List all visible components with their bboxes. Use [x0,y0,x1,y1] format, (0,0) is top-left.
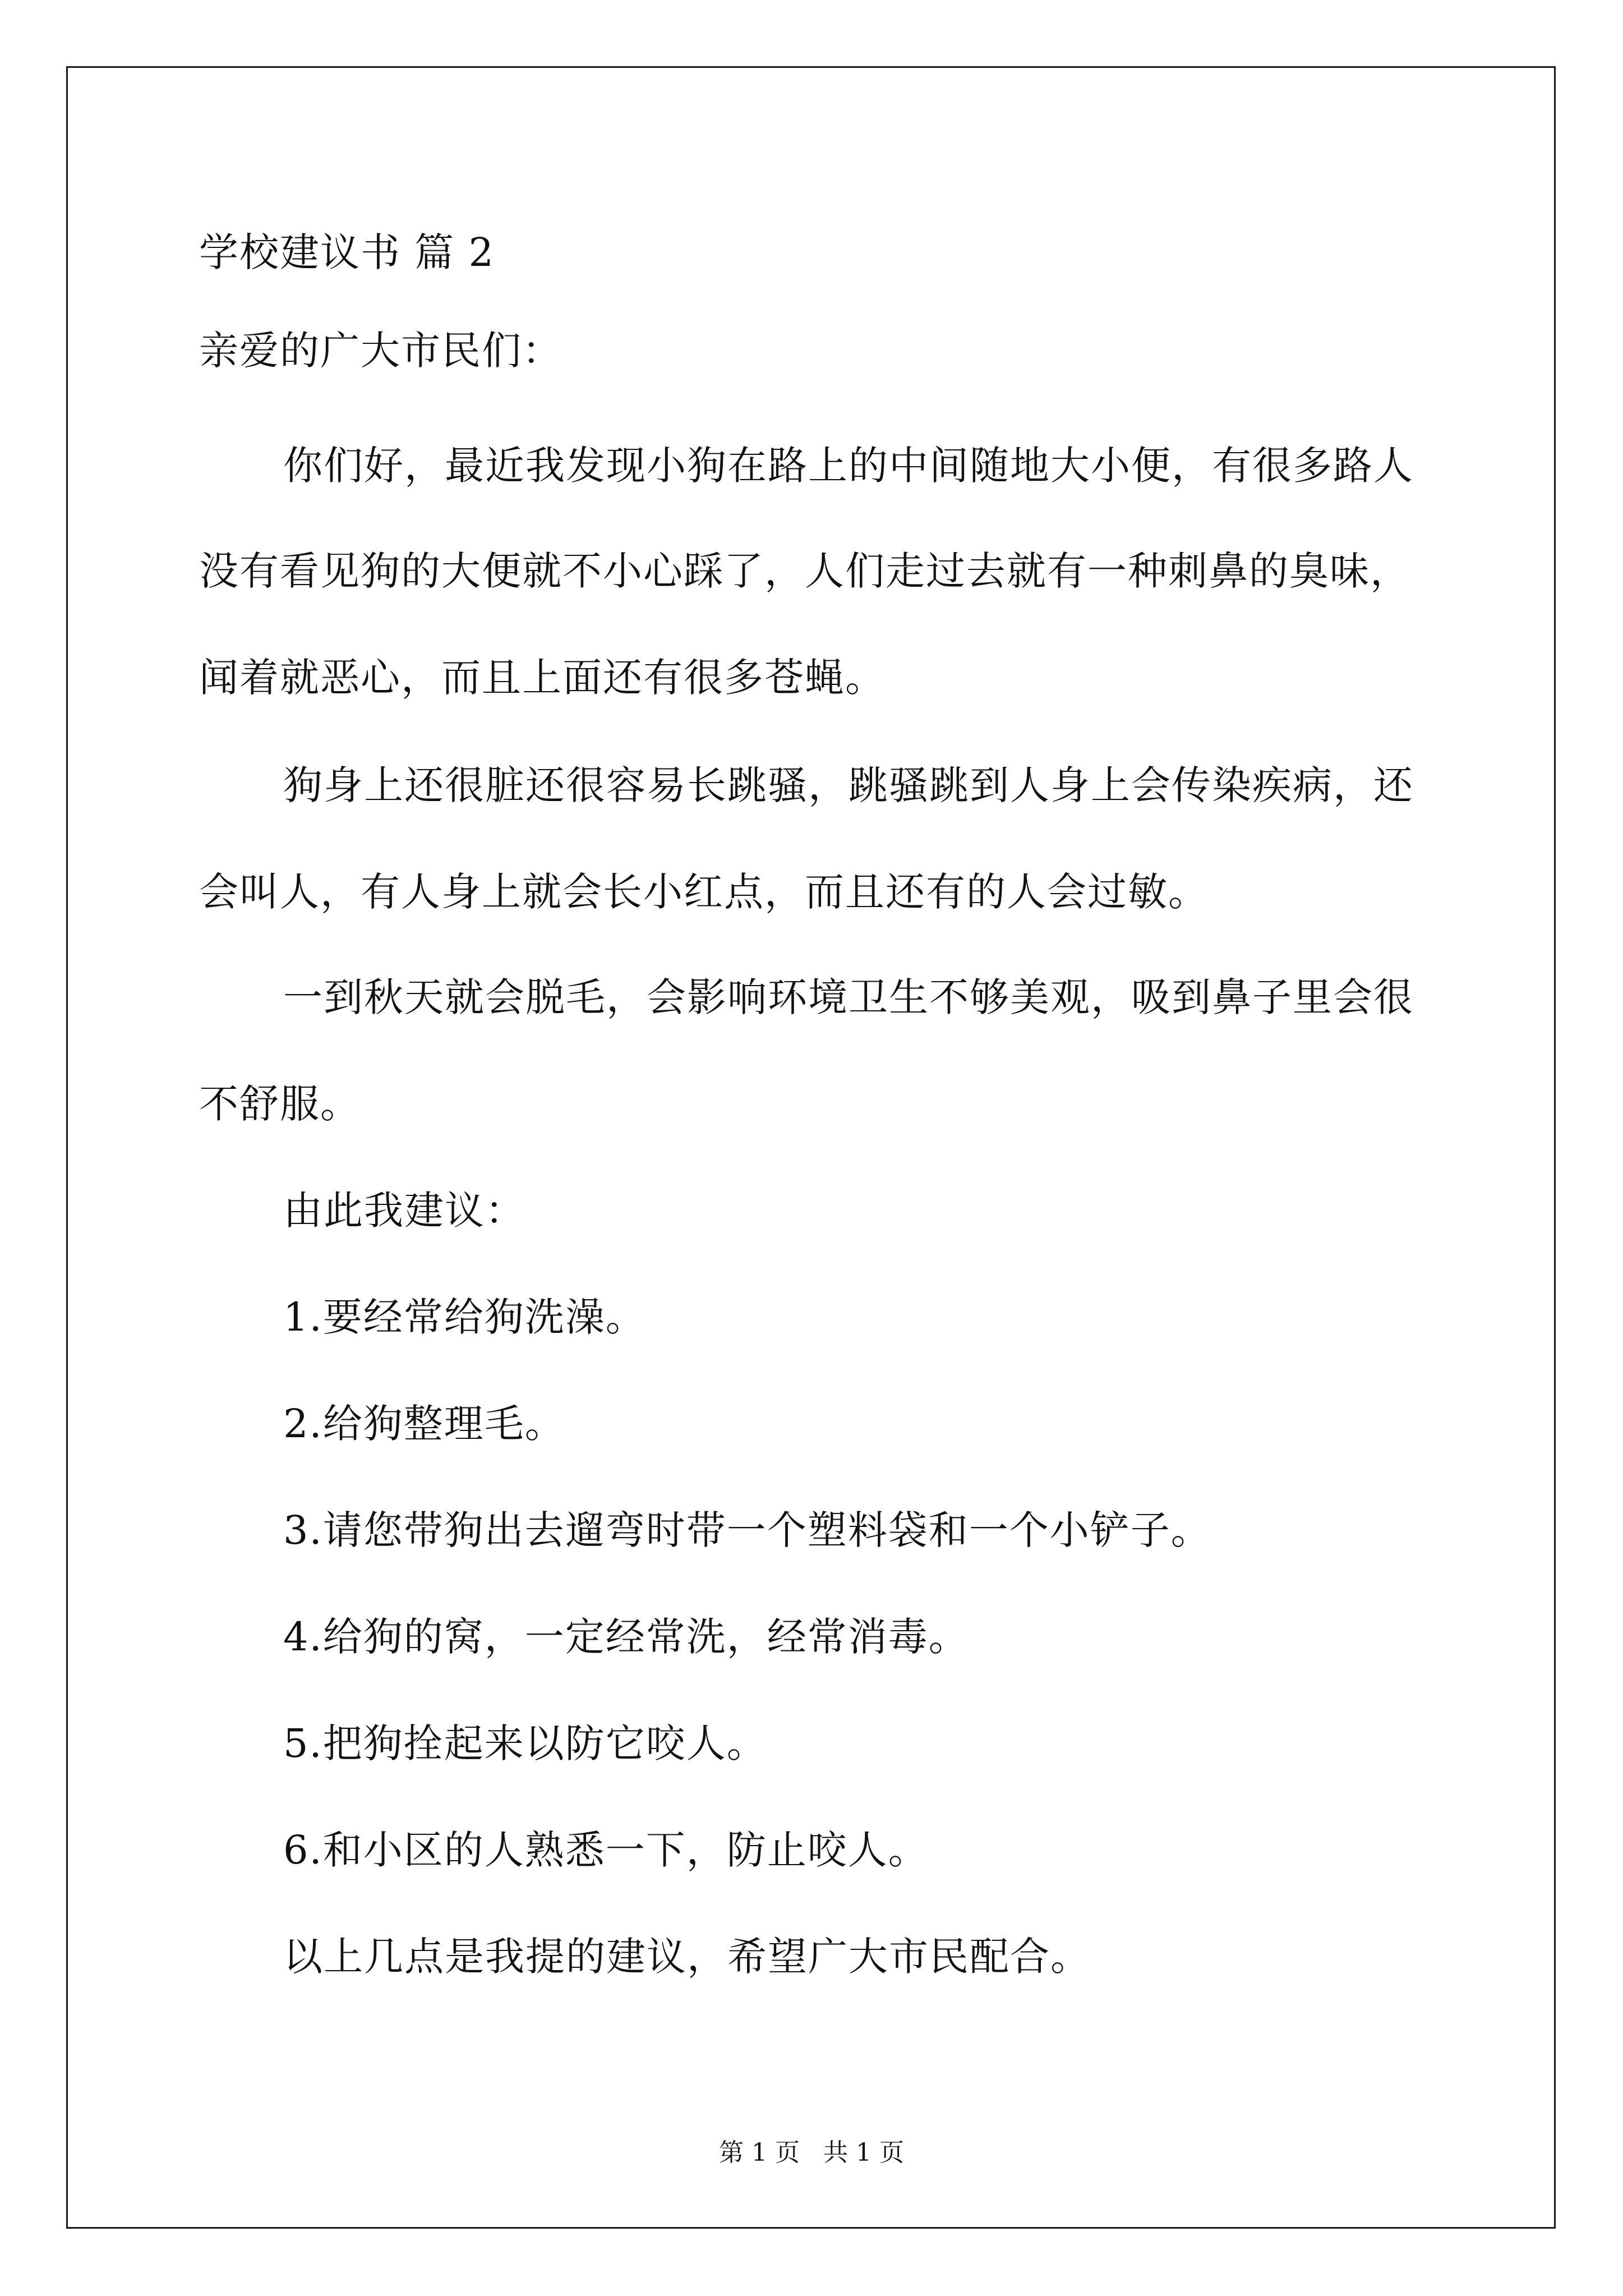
page-number-footer: 第 1 页 共 1 页 [719,2138,904,2167]
list-item: 6.和小区的人熟悉一下，防止咬人。 [283,1827,929,1873]
list-item: 5.把狗拴起来以防它咬人。 [283,1720,767,1766]
paragraph-line: 狗身上还很脏还很容易长跳骚，跳骚跳到人身上会传染疾病，还 [283,762,1414,808]
document-heading: 学校建议书 篇 2 [199,229,495,275]
closing-line: 以上几点是我提的建议，希望广大市民配合。 [283,1934,1091,1980]
paragraph-line: 没有看见狗的大便就不小心踩了，人们走过去就有一种刺鼻的臭味， [199,548,1410,594]
paragraph-line: 你们好，最近我发现小狗在路上的中间随地大小便，有很多路人 [283,443,1414,489]
page-border [66,66,1556,2229]
paragraph-line: 一到秋天就会脱毛，会影响环境卫生不够美观，吸到鼻子里会很 [283,974,1414,1020]
list-item: 3.请您带狗出去遛弯时带一个塑料袋和一个小铲子。 [283,1507,1211,1553]
paragraph-line: 不舒服。 [199,1081,361,1127]
paragraph-line: 会叫人，有人身上就会长小红点，而且还有的人会过敏。 [199,869,1209,915]
list-item: 4.给狗的窝，一定经常洗，经常消毒。 [283,1614,969,1660]
list-item: 2.给狗整理毛。 [283,1401,565,1447]
paragraph-line: 由此我建议： [283,1188,525,1234]
salutation: 亲爱的广大市民们： [199,328,562,374]
paragraph-line: 闻着就恶心，而且上面还有很多苍蝇。 [199,655,886,701]
list-item: 1.要经常给狗洗澡。 [283,1294,646,1340]
